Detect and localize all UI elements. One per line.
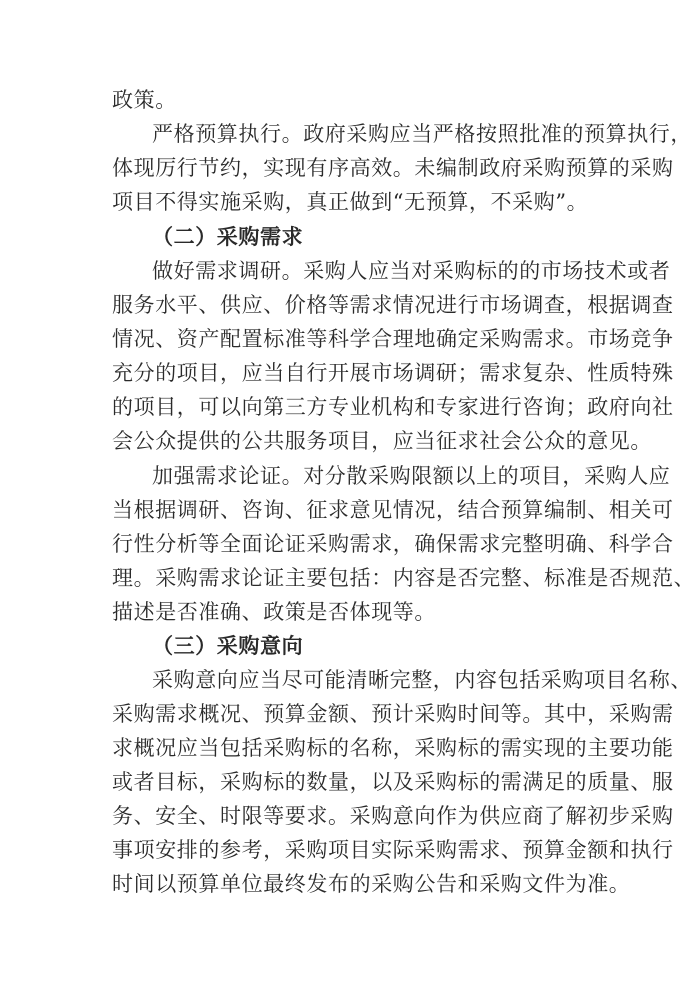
text-line: 采购需求概况、预算金额、预计采购时间等。其中，采购需 [112,702,674,726]
text-line: 理。采购需求论证主要包括：内容是否完整、标准是否规范、 [112,566,696,590]
section-heading-3: （三）采购意向 [152,633,304,658]
text-line: 或者目标，采购标的数量，以及采购标的需满足的质量、服 [112,770,674,794]
text-line: 严格预算执行。政府采购应当严格按照批准的预算执行， [152,122,692,146]
text-line: 时间以预算单位最终发布的采购公告和采购文件为准。 [112,872,631,896]
text-line: 情况、资产配置标准等科学合理地确定采购需求。市场竞争 [112,327,674,351]
text-line: 充分的项目，应当自行开展市场调研；需求复杂、性质特殊 [112,361,674,385]
text-line: 采购意向应当尽可能清晰完整，内容包括采购项目名称、 [152,668,692,692]
text-line: 项目不得实施采购，真正做到“无预算，不采购”。 [112,190,589,214]
text-line: 加强需求论证。对分散采购限额以上的项目，采购人应 [152,464,671,488]
text-line: 会公众提供的公共服务项目，应当征求社会公众的意见。 [112,429,652,453]
text-line: 当根据调研、咨询、征求意见情况，结合预算编制、相关可 [112,498,674,522]
text-line: 事项安排的参考，采购项目实际采购需求、预算金额和执行 [112,838,674,862]
text-line: 行性分析等全面论证采购需求，确保需求完整明确、科学合 [112,532,674,556]
text-line: 服务水平、供应、价格等需求情况进行市场调查，根据调查 [112,293,674,317]
text-line: 体现厉行节约，实现有序高效。未编制政府采购预算的采购 [112,156,674,180]
text-line: 描述是否准确、政策是否体现等。 [112,600,436,624]
text-line: 政策。 [112,88,177,112]
section-heading-2: （二）采购需求 [152,224,304,249]
text-line: 做好需求调研。采购人应当对采购标的的市场技术或者 [152,259,671,283]
text-line: 的项目，可以向第三方专业机构和专家进行咨询；政府向社 [112,395,674,419]
text-line: 务、安全、时限等要求。采购意向作为供应商了解初步采购 [112,804,674,828]
text-line: 求概况应当包括采购标的名称，采购标的需实现的主要功能 [112,736,674,760]
